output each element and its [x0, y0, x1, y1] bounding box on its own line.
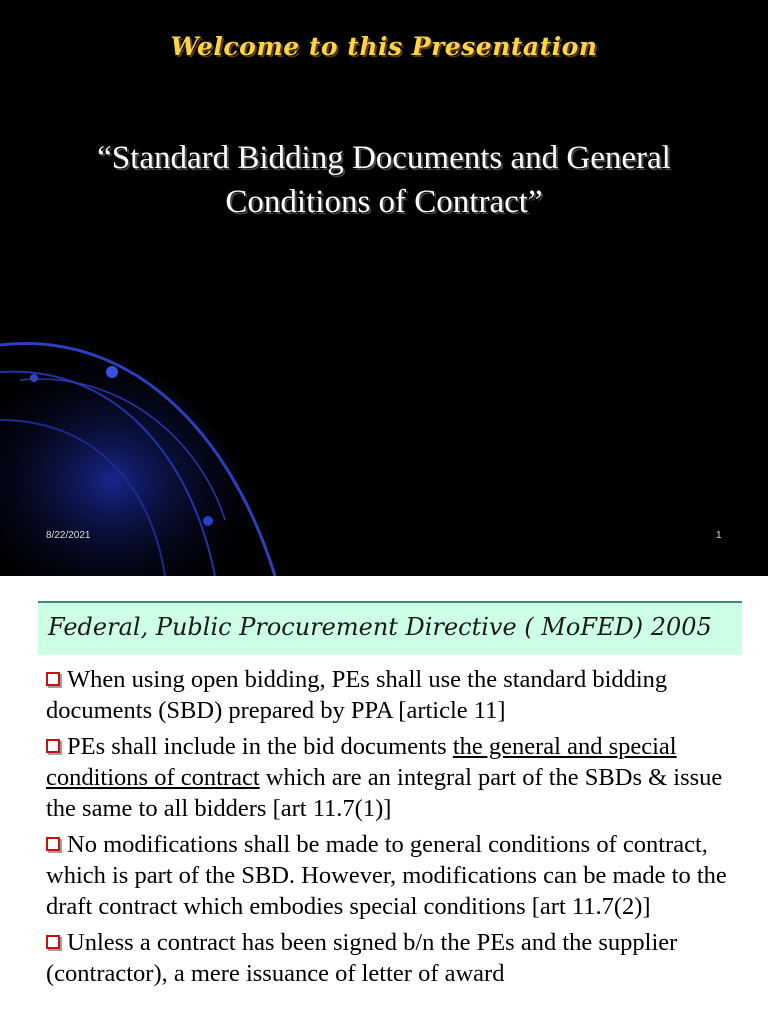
bullet-item — [46, 664, 746, 726]
welcome-heading: Welcome to this Presentation — [170, 32, 598, 61]
bullet-item — [46, 731, 746, 824]
bullet-underlined-text: the general and special conditions of contract — [46, 733, 677, 791]
red-checkbox-icon — [46, 935, 60, 949]
bullet-list — [46, 664, 746, 994]
bullet-text: PEs shall include in the bid documents — [67, 733, 453, 760]
bullet-item — [46, 829, 746, 922]
bullet-text-continued: which are an integral part of the SBDs & issue the same to all bidders [art 11.7(1)] — [46, 764, 723, 822]
red-checkbox-icon — [46, 672, 60, 686]
slide-number: 1 — [716, 530, 722, 541]
red-checkbox-icon — [46, 739, 60, 753]
title-line-1: “Standard Bidding Documents and General — [97, 140, 671, 176]
heading-box — [38, 601, 742, 655]
presentation-title — [30, 136, 738, 224]
slide-date: 8/22/2021 — [46, 530, 91, 541]
bullet-text: No modifications shall be made to general conditions of contract, which is part of the SBD. However, modifications can be made to the draft contract which embodies special conditions [art 11.7(2)] — [46, 831, 727, 920]
bullet-item — [46, 927, 746, 989]
content-slide — [0, 576, 768, 1024]
slide-heading: Federal, Public Procurement Directive ( MoFED) 2005 — [48, 613, 712, 641]
title-line-2: Conditions of Contract” — [225, 184, 543, 220]
red-checkbox-icon — [46, 837, 60, 851]
bullet-text: When using open bidding, PEs shall use the standard bidding documents (SBD) prepared by PPA [article 11] — [46, 666, 668, 724]
bullet-text: Unless a contract has been signed b/n the PEs and the supplier (contractor), a mere issuance of letter of award — [46, 929, 678, 987]
